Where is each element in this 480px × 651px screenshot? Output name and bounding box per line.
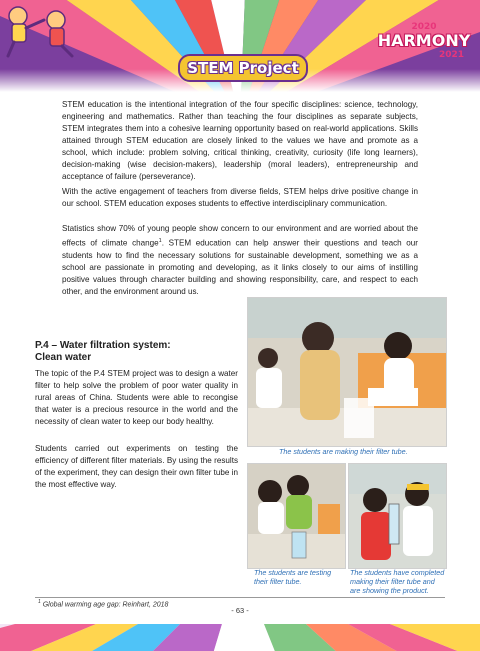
page-title: STEM Project xyxy=(178,54,308,82)
photo-students-showing-product xyxy=(348,463,447,569)
photo-3-caption-line-3: are showing the product. xyxy=(350,586,429,595)
footnote-marker: 1 xyxy=(38,599,41,605)
footer-banner xyxy=(0,624,480,651)
sunburst-footer-graphic xyxy=(0,624,480,651)
paragraph-3-end: our students how to find the necessary solutions for sustainable development, something we as a school are passionate in promoting and developing, as it links closely to our aims of instilling positive values through character building and showing responsibility, care, and respect to each other, and the environment around us. xyxy=(62,238,418,296)
photo-2-caption xyxy=(254,568,346,586)
footnote-text: Global warming age gap: Reinhart, 2018 xyxy=(42,601,169,609)
section-heading xyxy=(35,340,235,364)
page-number: - 63 - xyxy=(231,606,249,615)
photo-3-caption xyxy=(350,568,450,595)
photo-3-caption-line-1: The students have completed xyxy=(350,568,445,577)
photo-students-making-filter xyxy=(247,297,447,447)
logo-year-start: 2020 xyxy=(411,22,437,32)
photo-students-testing-filter xyxy=(247,463,346,569)
harmony-logo xyxy=(376,22,472,64)
logo-year-end: 2021 xyxy=(438,50,464,60)
logo-word: HARMONY xyxy=(377,31,471,50)
photo-2-caption-line-1: The students are testing xyxy=(254,568,332,577)
photo-3-caption-line-2: making their filter tube and xyxy=(350,577,435,586)
intro-paragraph-3 xyxy=(62,223,418,298)
intro-paragraph-2: With the active engagement of teachers from diverse fields, STEM helps drive positive change in our school. STEM education exposes students to effective interdisciplinary communication. xyxy=(62,187,418,208)
footnote-divider xyxy=(35,597,445,598)
footnote-reference: 1 xyxy=(158,238,162,244)
section-heading-line-1: P.4 – Water filtration system: xyxy=(35,340,171,351)
paragraph-3-middle: . STEM education can help answer their questions and teach xyxy=(161,238,402,248)
intro-paragraph-1: STEM education is the intentional integration of the four specific disciplines: science, technology, engineering and mathematics. Rather than teaching the four disciplines as separate subjects, STEM integrates them into a cohesive learning opportunity based on real-world applications. Skills attained through STEM education are closely linked to the values we have and promote as a school, which include: problem solving, critical thinking, creativity, curiosity (life long learners), decision-making (wise decision-makers), leadership (moral leaders), entrepreneurship and acceptance of failure (perseverance). xyxy=(62,100,418,181)
photo-2-caption-line-2: their filter tube. xyxy=(254,577,302,586)
photo-1-caption: The students are making their filter tube. xyxy=(279,447,408,456)
section-heading-line-2: Clean water xyxy=(35,352,92,363)
header-banner xyxy=(0,0,480,92)
section-paragraph-2: Students carried out experiments on testing the efficiency of different filter materials. By using the results of the experiment, they can design their own filter tube in the most effective way. xyxy=(35,444,238,489)
section-paragraph-1: The topic of the P.4 STEM project was to design a water filter to help solve the problem of poor water quality in rural areas of China. Students were able to recongise that water is a precious resource in the world and the necessity of clean water to keep our body healthy. xyxy=(35,369,238,426)
paragraph-3-start: Statistics show 70% of young people show concern to our environment and are worried about the effects of climate change xyxy=(62,224,418,248)
children-mascot-illustration xyxy=(0,0,80,60)
